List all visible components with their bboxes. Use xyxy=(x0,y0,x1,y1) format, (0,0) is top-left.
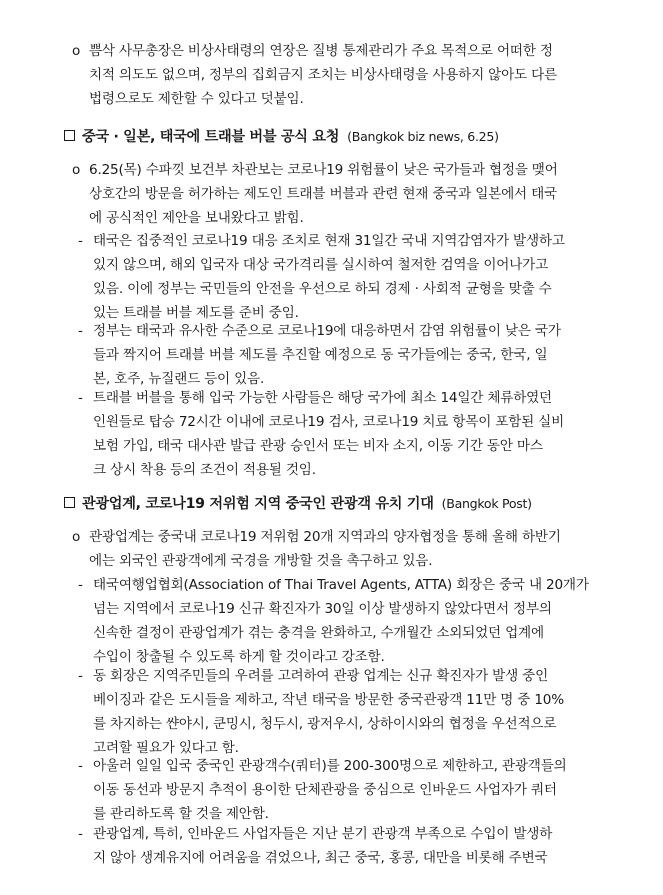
dash-line xyxy=(0,846,663,870)
paragraph-line: 에는 외국인 관광객에게 국경을 개방할 것을 촉구하고 있음. xyxy=(89,553,433,569)
dash-line xyxy=(0,597,663,621)
paragraph-line: 베이징과 같은 도시들을 제하고, 작년 태국을 방문한 중국관광객 11만 명 중 10% xyxy=(93,692,564,708)
paragraph-line: 정부는 태국과 유사한 수준으로 코로나19에 대응하면서 감염 위험률이 낮은 국가 xyxy=(93,323,561,339)
dash-line xyxy=(0,434,663,458)
dash-line xyxy=(0,754,663,778)
bullet-line xyxy=(0,87,663,111)
dash-line xyxy=(0,319,663,343)
section1-dash-item xyxy=(0,319,663,391)
paragraph-line: 있음. 이에 정부는 국민들의 안전을 우선으로 하되 경제 · 사회적 균형을 맞출 수 xyxy=(93,281,552,297)
dash-line xyxy=(0,253,663,277)
dash-marker: - xyxy=(78,758,83,774)
dash-line xyxy=(0,664,663,688)
dash-marker: - xyxy=(78,323,83,339)
heading-text: 관광업계, 코로나19 저위험 지역 중국인 관광객 유치 기대 xyxy=(82,496,434,512)
dash-line xyxy=(0,712,663,736)
heading-source: (Bangkok Post) xyxy=(441,496,532,511)
dash-marker: - xyxy=(78,826,83,842)
section1-dash-item xyxy=(0,386,663,482)
section1-dash-item xyxy=(0,229,663,325)
bullet-marker: o xyxy=(72,43,81,59)
paragraph-line: 를 관리하도록 할 것을 제안함. xyxy=(93,806,269,822)
heading-title xyxy=(82,125,499,149)
dash-line xyxy=(0,386,663,410)
paragraph-line: 법령으로도 제한할 수 있다고 덧붙임. xyxy=(89,91,304,107)
dash-line xyxy=(0,573,663,597)
paragraph-line: 동 회장은 지역주민들의 우려를 고려하여 관광 업계는 신규 확진자가 발생 중인 xyxy=(93,668,549,684)
bullet-line xyxy=(0,525,663,549)
dash-line xyxy=(0,621,663,645)
dash-marker: - xyxy=(78,233,83,249)
paragraph-line: 들과 짝지어 트래블 버블 제도를 추진할 예정으로 동 국가들에는 중국, 한국, 일 xyxy=(93,347,548,363)
dash-line xyxy=(0,458,663,482)
paragraph-line: 신속한 결정이 관광업계가 겪는 충격을 완화하고, 수개월간 소외되었던 업계에 xyxy=(93,625,544,641)
paragraph-line: 태국은 집중적인 코로나19 대응 조치로 현재 31일간 국내 지역감염자가 발생하고 xyxy=(93,233,565,249)
paragraph-line: 트래블 버블을 통해 입국 가능한 사람들은 해당 국가에 최소 14일간 체류하였던 xyxy=(93,390,552,406)
section-heading-travel-bubble xyxy=(64,125,644,149)
section2-dash-item xyxy=(0,573,663,669)
dash-line xyxy=(0,410,663,434)
dash-line xyxy=(0,343,663,367)
paragraph-line: 지 않아 생계유지에 어려움을 겪었으나, 최근 중국, 홍콩, 대만을 비롯해 주변국 xyxy=(93,850,548,866)
section2-bullet xyxy=(0,525,663,573)
paragraph-line: 이동 동선과 방문지 추적이 용이한 단체관광을 중심으로 인바운드 사업자가 쿼터 xyxy=(93,782,557,798)
paragraph-line: 수입이 창출될 수 있도록 하게 할 것이라고 강조함. xyxy=(93,649,385,665)
bullet-marker: o xyxy=(72,162,81,178)
checkbox-icon xyxy=(64,130,75,141)
heading-text: 중국 · 일본, 태국에 트래블 버블 공식 요청 xyxy=(82,129,340,145)
dash-line xyxy=(0,778,663,802)
bullet-line xyxy=(0,182,663,206)
paragraph-line: 인원들로 탑승 72시간 이내에 코로나19 검사, 코로나19 치료 항목이 포함된 실비 xyxy=(93,414,565,430)
section2-dash-item xyxy=(0,754,663,826)
paragraph-line: 보험 가입, 태국 대사관 발급 관광 승인서 또는 비자 소지, 이동 기간 동안 마스 xyxy=(93,438,543,454)
checkbox-icon xyxy=(64,497,75,508)
dash-line xyxy=(0,822,663,846)
paragraph-line: 6.25(목) 수파낏 보건부 차관보는 코로나19 위험률이 낮은 국가들과 협정을 맺어 xyxy=(89,162,558,178)
dash-marker: - xyxy=(78,390,83,406)
paragraph-line: 관광업계는 중국내 코로나19 저위험 20개 지역과의 양자협정을 통해 올해 하반기 xyxy=(89,529,561,545)
bullet-line xyxy=(0,549,663,573)
paragraph-line: 크 상시 착용 등의 조건이 적용될 것임. xyxy=(93,462,316,478)
section-heading-tourism xyxy=(64,492,644,516)
dash-marker: - xyxy=(78,668,83,684)
paragraph-line: 치적 의도도 없으며, 정부의 집회금지 조치는 비상사태령을 사용하지 않아도 다른 xyxy=(89,67,557,83)
paragraph-line: 본, 호주, 뉴질랜드 등이 있음. xyxy=(93,371,265,387)
heading-title xyxy=(82,492,532,516)
dash-line xyxy=(0,229,663,253)
paragraph-line: 태국여행업협회(Association of Thai Travel Agents, ATTA) 회장은 중국 내 20개가 xyxy=(93,577,589,593)
bullet-marker: o xyxy=(72,529,81,545)
intro-bullet xyxy=(0,39,663,111)
section1-bullet xyxy=(0,158,663,230)
paragraph-line: 관광업계, 특히, 인바운드 사업자들은 지난 분기 관광객 부족으로 수입이 발생하 xyxy=(93,826,553,842)
paragraph-line: 에 공식적인 제안을 보내왔다고 밝힘. xyxy=(89,210,304,226)
paragraph-line: 쁨삭 사무총장은 비상사태령의 연장은 질병 통제관리가 주요 목적으로 어떠한 정 xyxy=(89,43,553,59)
dash-marker: - xyxy=(78,577,83,593)
bullet-line xyxy=(0,63,663,87)
paragraph-line: 있는 트래블 버블 제도를 준비 중임. xyxy=(93,305,299,321)
paragraph-line: 를 차지하는 쌴야시, 쿤밍시, 청두시, 광저우시, 상하이시와의 협정을 우선적으로 xyxy=(93,716,557,732)
bullet-line xyxy=(0,158,663,182)
paragraph-line: 넘는 지역에서 코로나19 신규 확진자가 30일 이상 발생하지 않았다면서 정부의 xyxy=(93,601,552,617)
paragraph-line: 상호간의 방문을 허가하는 제도인 트래블 버블과 관련 현재 중국과 일본에서 태국 xyxy=(89,186,557,202)
bullet-line xyxy=(0,206,663,230)
paragraph-line: 고려할 필요가 있다고 함. xyxy=(93,740,239,756)
section2-dash-item xyxy=(0,664,663,760)
paragraph-line: 아울러 일일 입국 중국인 관광객수(쿼터)를 200-300명으로 제한하고, 관광객들의 xyxy=(93,758,567,774)
section2-dash-item xyxy=(0,822,663,870)
heading-source: (Bangkok biz news, 6.25) xyxy=(347,129,499,144)
dash-line xyxy=(0,688,663,712)
dash-line xyxy=(0,277,663,301)
bullet-line xyxy=(0,39,663,63)
paragraph-line: 있지 않으며, 해외 입국자 대상 국가격리를 실시하여 철저한 검역을 이어나가고 xyxy=(93,257,549,273)
